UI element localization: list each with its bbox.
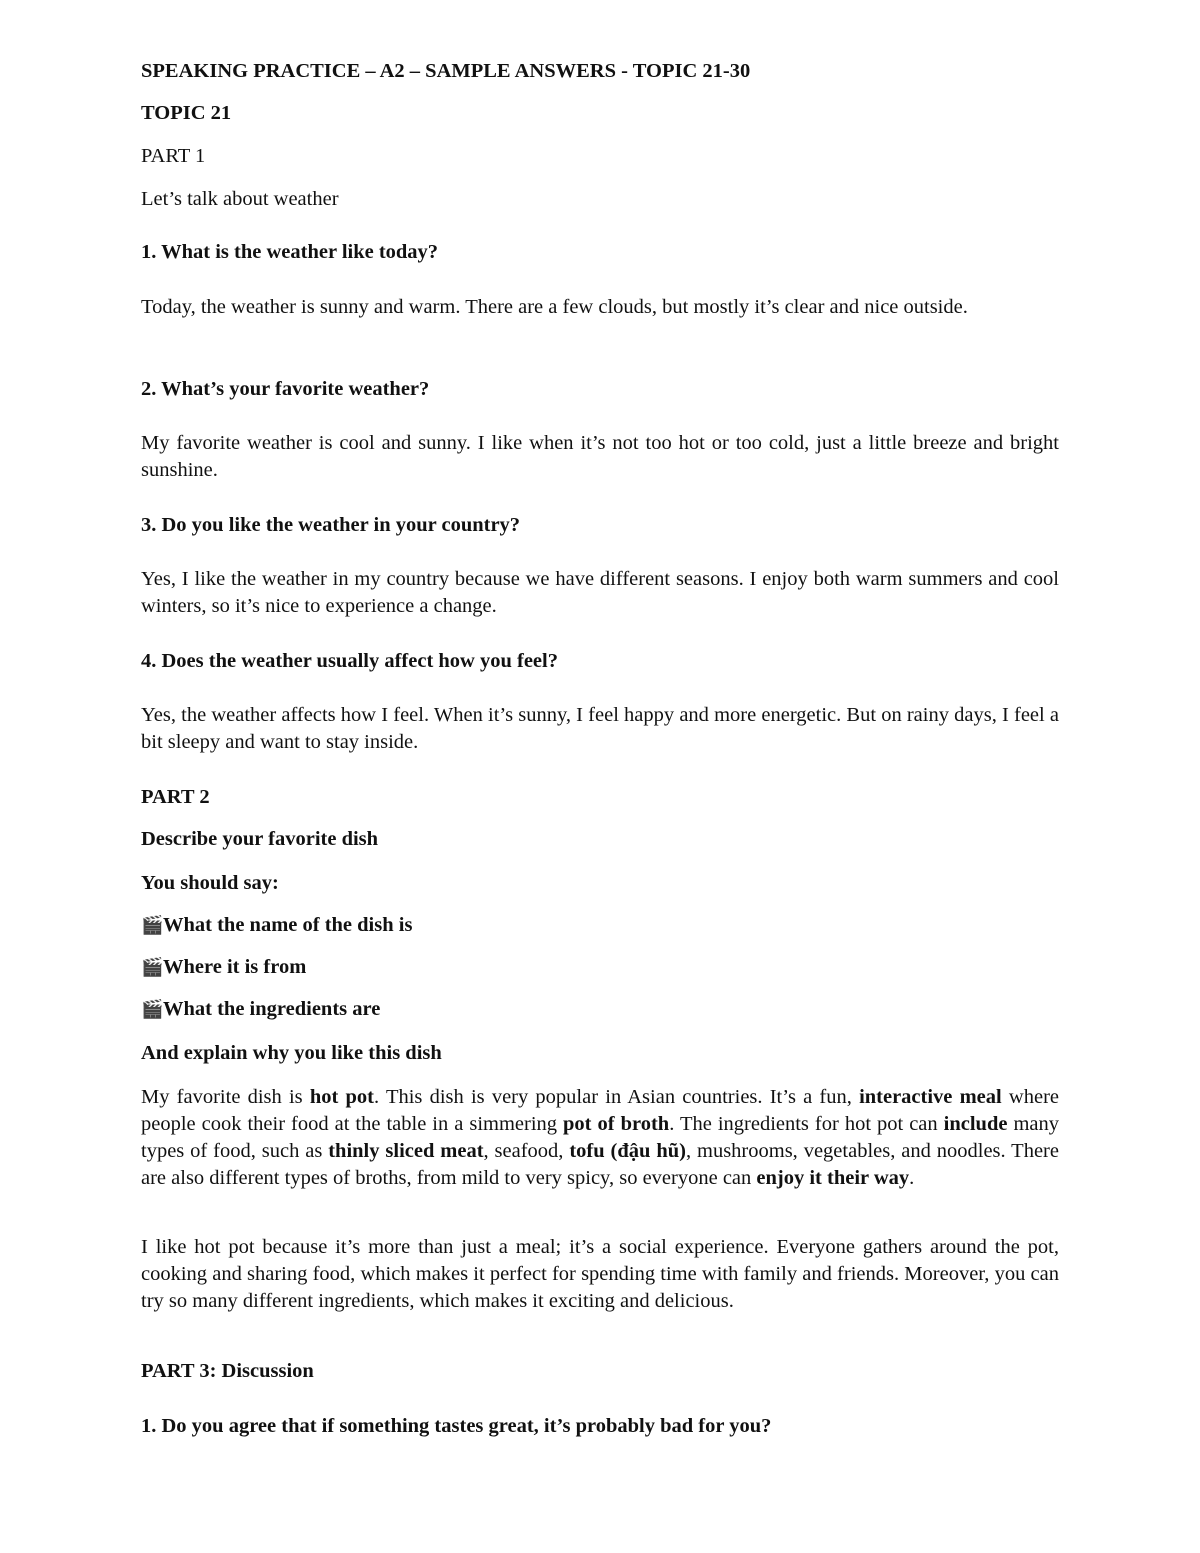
topic-heading: TOPIC 21 (141, 102, 232, 124)
part2-explain: And explain why you like this dish (141, 1042, 442, 1064)
part2-cue-title: Describe your favorite dish (141, 828, 379, 850)
clapperboard-icon: 🎬 (141, 999, 164, 1019)
part2-bullet-3-text: What the ingredients are (163, 998, 381, 1020)
p1-bold-enjoy-it-their-way: enjoy it their way (756, 1167, 910, 1189)
part2-bullet-2 (141, 954, 1059, 981)
part1-answer-4: Yes, the weather affects how I feel. When it’s sunny, I feel happy and more energetic. But on rainy days, I feel a bit sleepy and want to stay inside. (141, 704, 1059, 753)
clapperboard-icon: 🎬 (141, 915, 164, 935)
part2-bullet-2-text: Where it is from (163, 956, 307, 978)
p1-bold-thinly-sliced-meat: thinly sliced meat (328, 1140, 484, 1162)
p1-text-8: . (909, 1167, 915, 1189)
part1-answer-3: Yes, I like the weather in my country because we have different seasons. I enjoy both warm summers and cool winters, so it’s nice to experience a change. (141, 568, 1059, 617)
p1-text-4: . The ingredients for hot pot can (669, 1113, 944, 1135)
p1-text-6: , seafood, (483, 1140, 570, 1162)
p1-bold-pot-of-broth: pot of broth (563, 1113, 670, 1135)
p1-bold-include: include (943, 1113, 1008, 1135)
clapperboard-icon: 🎬 (141, 957, 164, 977)
p1-text-3: where people cook their food at the table in a simmering (141, 1086, 1059, 1135)
part1-answer-2: My favorite weather is cool and sunny. I like when it’s not too hot or too cold, just a little breeze and bright sunshine. (141, 432, 1059, 481)
p1-text-2: . This dish is very popular in Asian countries. It’s a fun, (374, 1086, 860, 1108)
part3-question-1: 1. Do you agree that if something tastes great, it’s probably bad for you? (141, 1415, 772, 1437)
p1-text-1: My favorite dish is (141, 1086, 310, 1108)
p1-text-5: many types of food, such as (141, 1113, 1059, 1162)
p1-bold-tofu: tofu (đậu hũ) (569, 1140, 686, 1162)
document-title: SPEAKING PRACTICE – A2 – SAMPLE ANSWERS - TOPIC 21-30 (141, 60, 751, 82)
p1-bold-interactive-meal: interactive meal (859, 1086, 1002, 1108)
part1-answer-1: Today, the weather is sunny and warm. There are a few clouds, but mostly it’s clear and nice outside. (141, 296, 968, 318)
part3-heading: PART 3: Discussion (141, 1360, 314, 1382)
part1-intro: Let’s talk about weather (141, 188, 339, 210)
p1-text-7: , mushrooms, vegetables, and noodles. There are also different types of broths, from mild to very spicy, so everyone can (141, 1140, 1059, 1189)
part1-question-2: 2. What’s your favorite weather? (141, 378, 430, 400)
p1-bold-hot-pot: hot pot (309, 1086, 374, 1108)
part2-heading: PART 2 (141, 786, 210, 808)
part2-bullet-3 (141, 996, 1059, 1023)
part2-bullet-1 (141, 912, 1059, 939)
part1-heading: PART 1 (141, 145, 206, 167)
part2-bullet-1-text: What the name of the dish is (163, 914, 413, 936)
part1-question-1: 1. What is the weather like today? (141, 241, 439, 263)
part2-should-say: You should say: (141, 872, 279, 894)
part1-question-3: 3. Do you like the weather in your country? (141, 514, 521, 536)
part2-paragraph-1 (141, 1084, 1059, 1192)
part1-question-4: 4. Does the weather usually affect how you feel? (141, 650, 558, 672)
part2-paragraph-2: I like hot pot because it’s more than just a meal; it’s a social experience. Everyone gathers around the pot, cooking and sharing food, which makes it perfect for spending time with family and friends. Moreover, you can try so many different ingredients, which makes it exciting and delicious. (141, 1236, 1059, 1312)
